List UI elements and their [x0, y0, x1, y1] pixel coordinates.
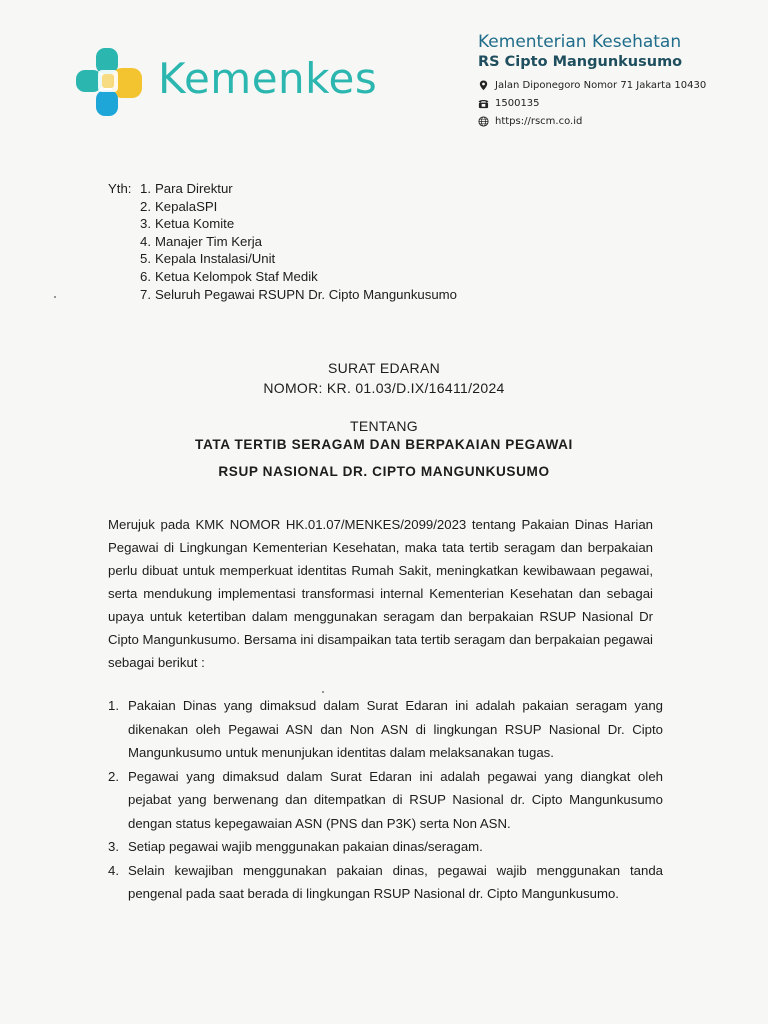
- rule-number: 4.: [108, 862, 119, 878]
- recipient-text: Ketua Kelompok Staf Medik: [155, 268, 318, 284]
- rule-item: [108, 859, 663, 906]
- document-type: SURAT EDARAN: [328, 360, 440, 376]
- phone-icon: [478, 98, 489, 109]
- kemenkes-logo-icon: [72, 44, 148, 120]
- rule-text: Pakaian Dinas yang dimaksud dalam Surat Edaran ini adalah pakaian seragam yang dikenakan oleh Pegawai ASN dan Non ASN di lingkungan RSUP Nasional Dr. Cipto Mangunkusumo untuk menunjukan identitas dalam melaksanakan tugas.: [128, 698, 663, 760]
- recipient-number: 4.: [140, 233, 151, 249]
- rule-item: [108, 694, 663, 765]
- scan-speck: [54, 296, 56, 298]
- recipients-list: [140, 180, 457, 303]
- recipient-item: [140, 286, 457, 304]
- ministry-name: Kementerian Kesehatan: [478, 32, 682, 52]
- recipient-number: 3.: [140, 216, 151, 232]
- website-link[interactable]: https://rscm.co.id: [495, 116, 583, 127]
- website-line: [478, 116, 582, 127]
- recipient-text: Para Direktur: [155, 181, 233, 196]
- brand-name: Kemenkes: [158, 54, 378, 103]
- phone-line: [478, 98, 540, 109]
- recipients-label: Yth:: [108, 181, 132, 196]
- recipient-number: 7.: [140, 286, 151, 302]
- recipient-item: [140, 180, 457, 198]
- recipient-text: Kepala Instalasi/Unit: [155, 251, 276, 267]
- body-paragraph: Merujuk pada KMK NOMOR HK.01.07/MENKES/2099/2023 tentang Pakaian Dinas Harian Pegawai di Lingkungan Kementerian Kesehatan, maka tata tertib seragam dan berpakaian perlu dibuat untuk memperkuat identitas Rumah Sakit, meningkatkan kewibawaan pegawai, serta mendukung implementasi transformasi internal Kementerian Kesehatan dan sebagai upaya untuk ketertiban dalam menggunakan seragam dan berpakaian RSUP Nasional Dr Cipto Mangunkusumo. Bersama ini disampaikan tata tertib seragam dan berpakaian pegawai sebagai berikut :: [108, 517, 653, 670]
- rule-text: Setiap pegawai wajib menggunakan pakaian dinas/seragam.: [128, 839, 483, 854]
- rule-number: 1.: [108, 698, 119, 713]
- recipient-number: 2.: [140, 198, 151, 214]
- subject-line-1: TATA TERTIB SERAGAM DAN BERPAKAIAN PEGAWAI: [195, 437, 573, 452]
- phone-text: 1500135: [495, 98, 540, 109]
- recipient-item: [140, 215, 457, 233]
- about-label: TENTANG: [350, 418, 418, 434]
- recipient-item: [140, 198, 457, 216]
- rule-number: 3.: [108, 839, 119, 854]
- recipient-item: [140, 250, 457, 268]
- rule-item: [108, 835, 663, 859]
- recipient-text: Seluruh Pegawai RSUPN Dr. Cipto Mangunkusumo: [155, 286, 457, 302]
- recipient-number: 6.: [140, 268, 151, 284]
- recipient-number: 5.: [140, 251, 151, 267]
- rule-item: [108, 765, 663, 836]
- recipient-text: KepalaSPI: [155, 198, 218, 214]
- globe-icon: [478, 116, 489, 127]
- recipient-item: [140, 233, 457, 251]
- address-text: Jalan Diponegoro Nomor 71 Jakarta 10430: [495, 80, 707, 91]
- rule-number: 2.: [108, 768, 119, 784]
- recipient-text: Ketua Komite: [155, 216, 235, 232]
- rule-text: Pegawai yang dimaksud dalam Surat Edaran ini adalah pegawai yang diangkat oleh pejabat yang berwenang dan ditempatkan di RSUP Nasional dr. Cipto Mangunkusumo dengan status kepegawaian ASN (PNS dan P3K) serta Non ASN.: [128, 768, 663, 831]
- hospital-name: RS Cipto Mangunkusumo: [478, 54, 683, 70]
- recipient-number: 1.: [140, 181, 151, 196]
- recipient-text: Manajer Tim Kerja: [155, 233, 262, 249]
- document-number: NOMOR: KR. 01.03/D.IX/16411/2024: [263, 380, 505, 396]
- rules-list: [108, 694, 663, 906]
- rule-text: Selain kewajiban menggunakan pakaian dinas, pegawai wajib menggunakan tanda pengenal pada saat berada di lingkungan RSUP Nasional dr. Cipto Mangunkusumo.: [128, 862, 663, 901]
- address-line: [478, 80, 706, 91]
- scan-speck: [322, 691, 324, 693]
- subject-line-2: RSUP NASIONAL DR. CIPTO MANGUNKUSUMO: [218, 464, 550, 479]
- location-pin-icon: [478, 80, 489, 91]
- recipient-item: [140, 268, 457, 286]
